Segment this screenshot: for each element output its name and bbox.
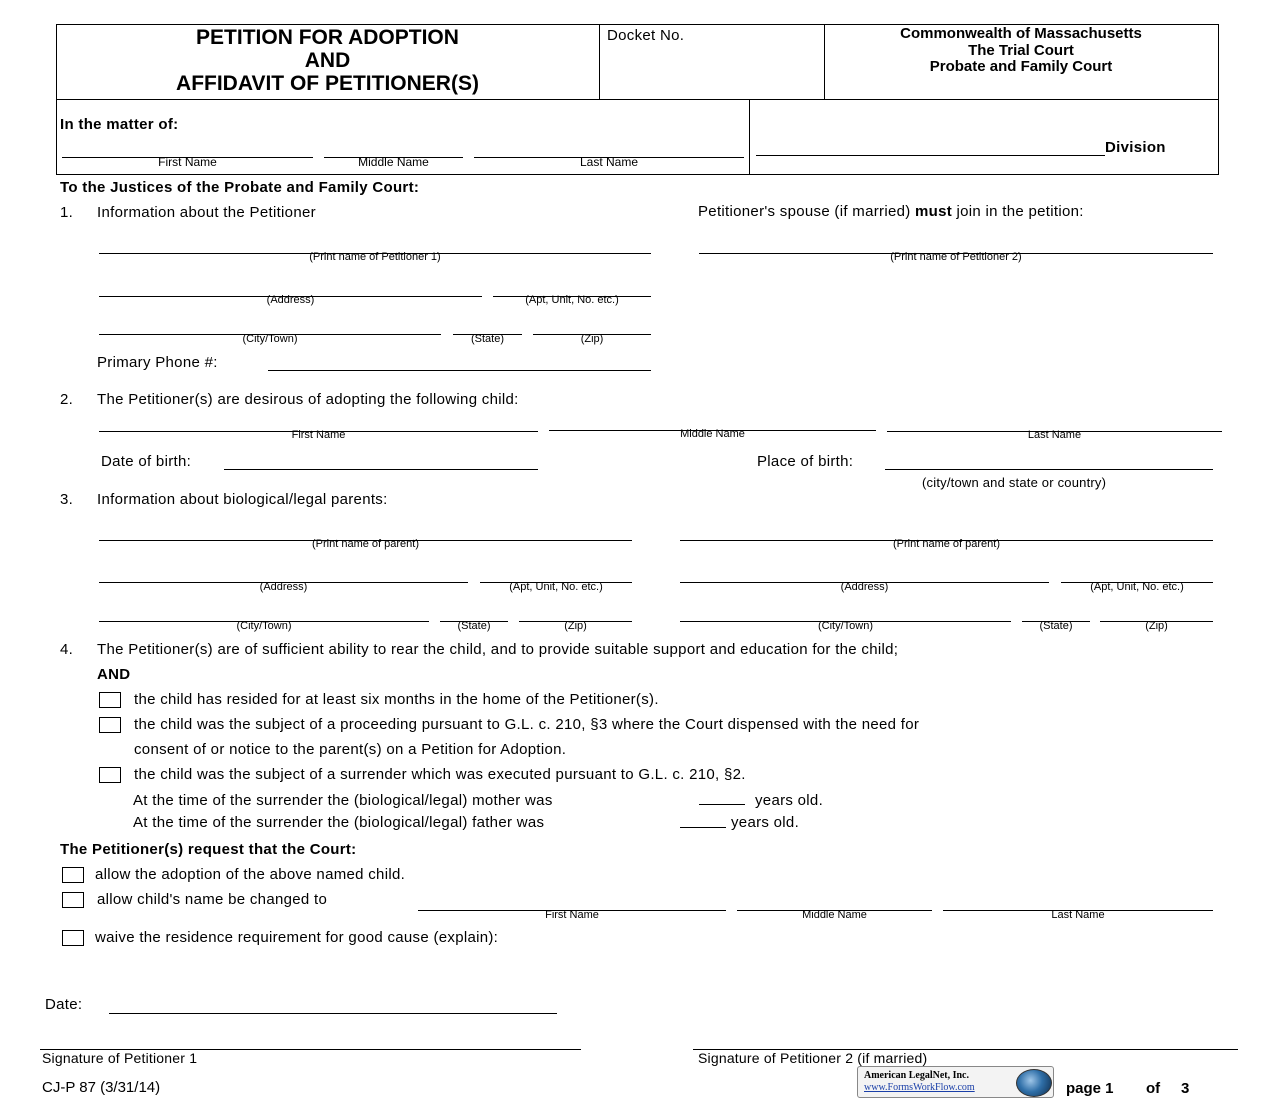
primary-phone-label: Primary Phone #: (97, 354, 218, 371)
docket-label: Docket No. (607, 27, 685, 44)
parent1-zip-caption: (Zip) (564, 620, 587, 632)
petitioner-state-caption: (State) (470, 333, 504, 345)
petitioner-city-input[interactable] (99, 316, 440, 334)
logo-website-link[interactable]: www.FormsWorkFlow.com (864, 1082, 975, 1093)
dispensed-consent-checkbox[interactable] (99, 717, 121, 733)
parent1-address-input[interactable] (99, 564, 467, 582)
salutation: To the Justices of the Probate and Family Court: (60, 179, 420, 196)
matter-last-name-caption: Last Name (579, 155, 639, 169)
dispensed-consent-label-line2: consent of or notice to the parent(s) on a Petition for Adoption. (134, 741, 567, 758)
parent2-zip-caption: (Zip) (1145, 620, 1168, 632)
residence-six-months-checkbox[interactable] (99, 692, 121, 708)
name-change-checkbox[interactable] (62, 892, 84, 908)
dob-input[interactable] (224, 451, 537, 469)
primary-phone-input[interactable] (268, 352, 650, 370)
page-number-label: page 1 (1066, 1080, 1114, 1097)
parent2-apt-input[interactable] (1061, 564, 1212, 582)
globe-icon (1016, 1069, 1052, 1097)
parent2-city-input[interactable] (680, 603, 1010, 621)
father-age-label: At the time of the surrender the (biological/legal) father was (133, 814, 545, 831)
father-age-input[interactable] (680, 810, 725, 827)
signature-petitioner1-label: Signature of Petitioner 1 (42, 1050, 198, 1066)
form-title-line1: PETITION FOR ADOPTION (196, 26, 459, 49)
signature-petitioner2-label: Signature of Petitioner 2 (if married) (698, 1050, 928, 1066)
dispensed-consent-label-line1: the child was the subject of a proceeding pursuant to G.L. c. 210, §3 where the Court dispensed with the need for (134, 716, 920, 733)
section3-text: Information about biological/legal parents: (97, 491, 388, 508)
surrender-label: the child was the subject of a surrender which was executed pursuant to G.L. c. 210, §2. (134, 766, 746, 783)
new-middle-name-caption: Middle Name (802, 909, 867, 921)
date-label: Date: (45, 996, 83, 1013)
parent1-apt-input[interactable] (480, 564, 631, 582)
petitioner-state-input[interactable] (453, 316, 521, 334)
form-title-line3: AFFIDAVIT OF PETITIONER(S) (176, 72, 479, 95)
new-first-name-input[interactable] (418, 893, 725, 910)
parent1-state-input[interactable] (440, 603, 507, 621)
petitioner-city-caption: (City/Town) (242, 333, 298, 345)
parent2-address-input[interactable] (680, 564, 1048, 582)
allow-adoption-checkbox[interactable] (62, 867, 84, 883)
allow-adoption-label: allow the adoption of the above named child. (95, 866, 406, 883)
mother-age-input[interactable] (699, 787, 744, 804)
docket-number-input[interactable] (607, 50, 817, 90)
mother-age-suffix: years old. (755, 792, 824, 809)
child-last-name-caption: Last Name (1027, 429, 1082, 441)
matter-middle-name-caption: Middle Name (358, 155, 429, 169)
court-name-line3: Probate and Family Court (929, 58, 1113, 75)
name-change-label: allow child's name be changed to (97, 891, 328, 908)
section4-and: AND (97, 666, 131, 683)
parent1-name-caption: (Print name of parent) (312, 538, 419, 550)
section2-number: 2. (60, 391, 74, 408)
section1-number: 1. (60, 204, 74, 221)
parent1-city-input[interactable] (99, 603, 428, 621)
form-title-line2: AND (304, 49, 351, 72)
parent1-city-caption: (City/Town) (236, 620, 292, 632)
petitioner-zip-caption: (Zip) (580, 333, 604, 345)
new-last-name-input[interactable] (943, 893, 1212, 910)
parent2-name-caption: (Print name of parent) (893, 538, 1000, 550)
petitioner-address-caption: (Address) (266, 294, 315, 306)
petitioner-zip-input[interactable] (533, 316, 650, 334)
pob-label: Place of birth: (757, 453, 854, 470)
waive-residence-label: waive the residence requirement for good cause (explain): (95, 929, 499, 946)
parent1-apt-caption: (Apt, Unit, No. etc.) (509, 581, 603, 593)
parent1-zip-input[interactable] (519, 603, 631, 621)
child-middle-name-caption: Middle Name (680, 428, 745, 440)
date-input[interactable] (109, 995, 556, 1013)
section1-heading: Information about the Petitioner (97, 204, 316, 221)
father-age-suffix: years old. (731, 814, 800, 831)
parent2-state-caption: (State) (1039, 620, 1073, 632)
parent2-city-caption: (City/Town) (817, 620, 873, 632)
parent1-address-caption: (Address) (259, 581, 308, 593)
spouse-join-note: Petitioner's spouse (if married) must join in the petition: (698, 203, 1084, 220)
waive-residence-checkbox[interactable] (62, 930, 84, 946)
section3-number: 3. (60, 491, 74, 508)
surrender-checkbox[interactable] (99, 767, 121, 783)
petitioner-apt-caption: (Apt, Unit, No. etc.) (525, 294, 619, 306)
parent2-state-input[interactable] (1022, 603, 1089, 621)
court-name-line1: Commonwealth of Massachusetts (900, 25, 1142, 42)
page-of-label: of (1146, 1080, 1161, 1097)
form-id: CJ-P 87 (3/31/14) (42, 1079, 161, 1096)
new-middle-name-input[interactable] (737, 893, 931, 910)
residence-six-months-label: the child has resided for at least six months in the home of the Petitioner(s). (134, 691, 659, 708)
new-first-name-caption: First Name (545, 909, 599, 921)
pob-caption: (city/town and state or country) (922, 475, 1107, 490)
parent2-zip-input[interactable] (1100, 603, 1212, 621)
section2-text: The Petitioner(s) are desirous of adopting the following child: (97, 391, 519, 408)
signature-petitioner2-input[interactable] (693, 1030, 1237, 1048)
parent1-state-caption: (State) (457, 620, 491, 632)
matter-first-name-caption: First Name (158, 155, 217, 169)
page-total: 3 (1181, 1080, 1190, 1097)
parent2-address-caption: (Address) (840, 581, 889, 593)
petitioner1-name-caption: (Print name of Petitioner 1) (309, 251, 441, 263)
mother-age-label: At the time of the surrender the (biological/legal) mother was (133, 792, 553, 809)
division-label: Division (1105, 139, 1166, 156)
waive-explanation-input[interactable] (95, 950, 1219, 990)
petitioner2-name-caption: (Print name of Petitioner 2) (890, 251, 1022, 263)
americanlegalnet-logo[interactable] (857, 1066, 1054, 1098)
court-name-line2: The Trial Court (968, 42, 1074, 59)
division-input[interactable] (756, 137, 1104, 155)
section4-text: The Petitioner(s) are of sufficient ability to rear the child, and to provide suitable support and education for the child; (97, 641, 899, 658)
child-first-name-caption: First Name (291, 429, 346, 441)
pob-input[interactable] (885, 451, 1212, 469)
logo-company-name: American LegalNet, Inc. (864, 1070, 969, 1081)
parent2-apt-caption: (Apt, Unit, No. etc.) (1090, 581, 1184, 593)
new-last-name-caption: Last Name (1051, 909, 1105, 921)
section4-number: 4. (60, 641, 74, 658)
signature-petitioner1-input[interactable] (40, 1030, 580, 1048)
request-heading: The Petitioner(s) request that the Court: (60, 841, 357, 858)
dob-label: Date of birth: (101, 453, 192, 470)
matter-label: In the matter of: (60, 116, 179, 133)
